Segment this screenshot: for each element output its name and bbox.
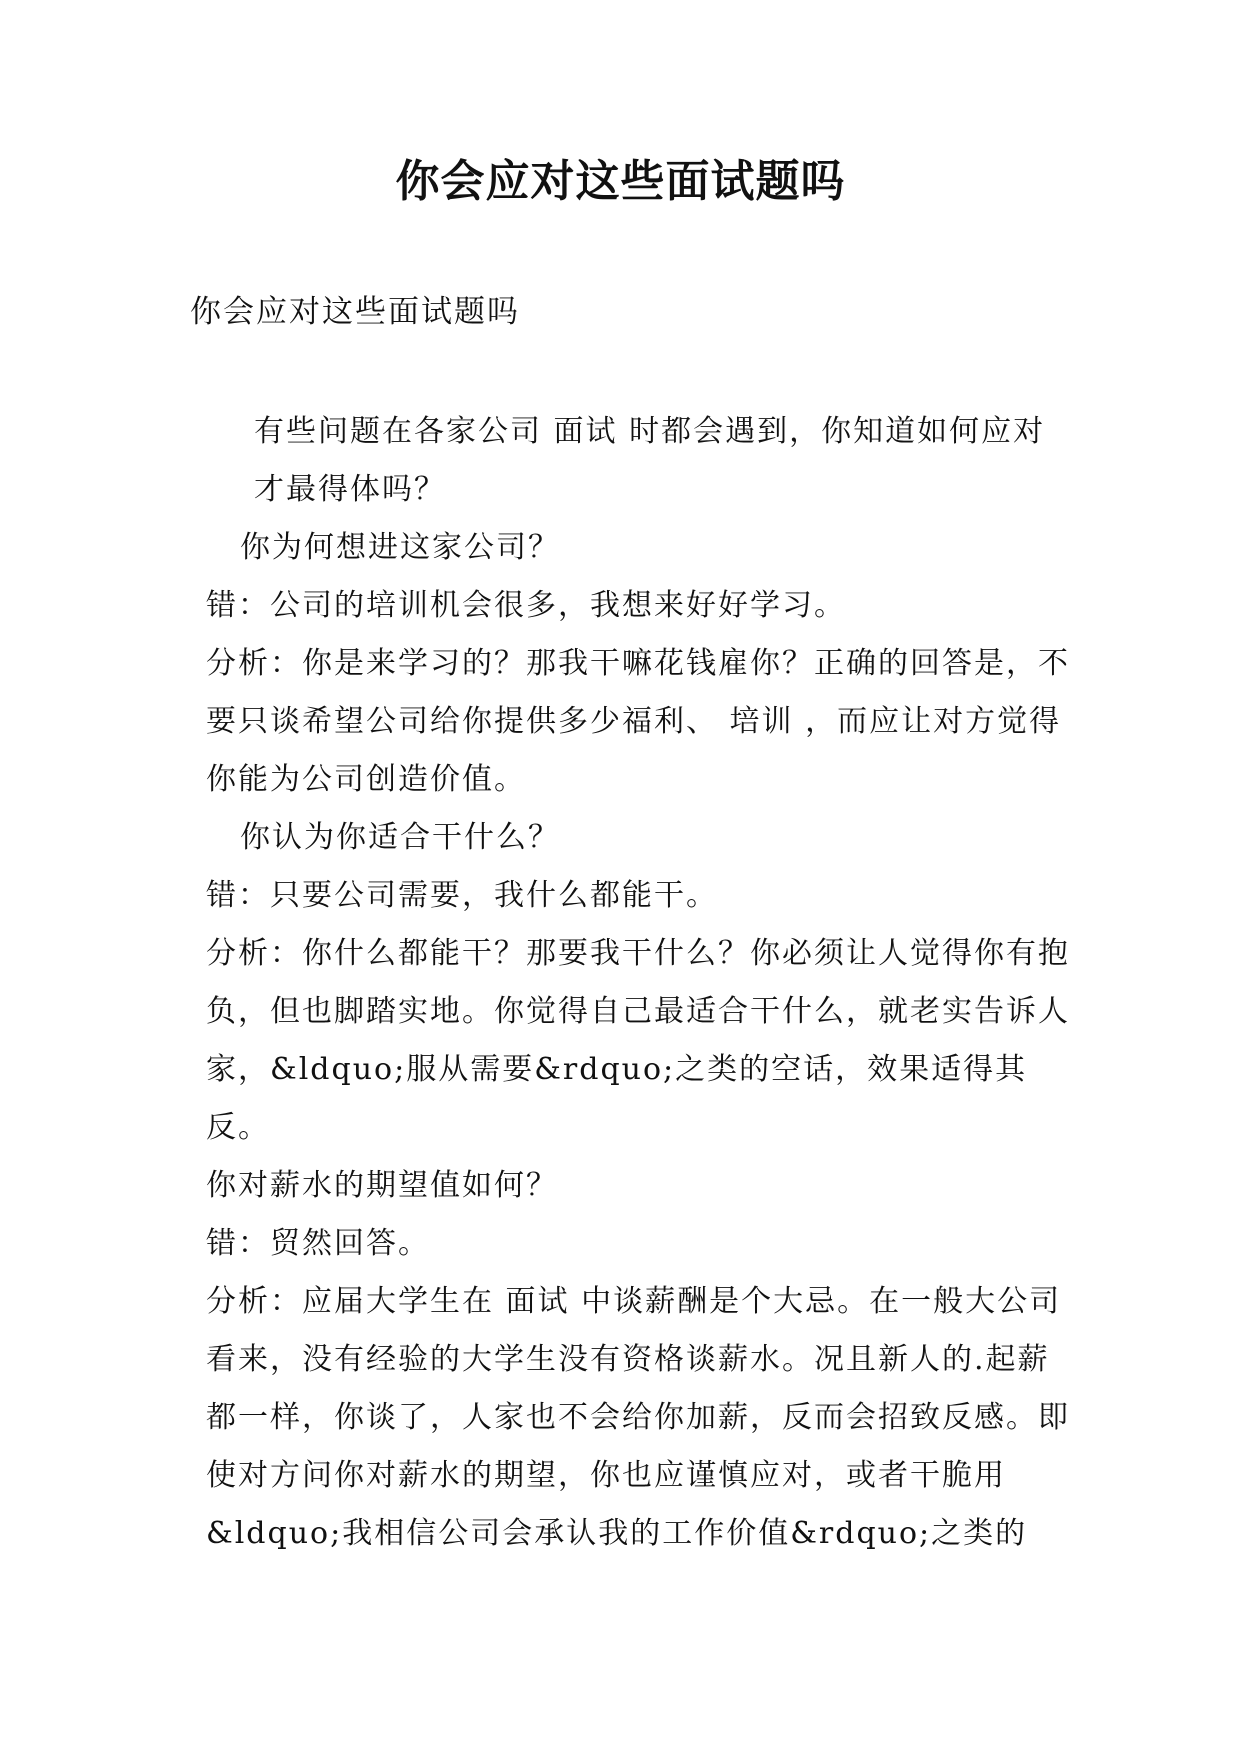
analysis-paragraph: 分析：你是来学习的？那我干嘛花钱雇你？正确的回答是，不要只谈希望公司给你提供多少福利、 培训 ，而应让对方觉得你能为公司创造价值。 [206, 646, 1070, 797]
question-heading: 你对薪水的期望值如何？ [206, 1168, 558, 1203]
question-heading: 你认为你适合干什么？ [240, 820, 560, 855]
wrong-answer: 错：只要公司需要，我什么都能干。 [206, 878, 718, 913]
document-title: 你会应对这些面试题吗 [395, 156, 846, 207]
wrong-answer: 错：公司的培训机会很多，我想来好好学习。 [206, 588, 846, 623]
paragraph-intro: 有些问题在各家公司 面试 时都会遇到，你知道如何应对才最得体吗？ [254, 414, 1046, 507]
wrong-answer: 错：贸然回答。 [206, 1226, 430, 1261]
analysis-paragraph: 分析：你什么都能干？那要我干什么？你必须让人觉得你有抱负，但也脚踏实地。你觉得自己最适合干什么，就老实告诉人家，&ldquo;服从需要&rdquo;之类的空话，效果适得其反。 [206, 936, 1070, 1145]
document-subtitle: 你会应对这些面试题吗 [190, 294, 520, 330]
document-body [190, 403, 1070, 1563]
analysis-paragraph: 分析：应届大学生在 面试 中谈薪酬是个大忌。在一般大公司看来，没有经验的大学生没有资格谈薪水。况且新人的.起薪都一样，你谈了，人家也不会给你加薪，反而会招致反感。即使对方问你对薪水的期望，你也应谨慎应对，或者干脆用&ldquo;我相信公司会承认我的工作价值&rdquo;之类的 [206, 1284, 1070, 1551]
question-heading: 你为何想进这家公司？ [240, 530, 560, 565]
